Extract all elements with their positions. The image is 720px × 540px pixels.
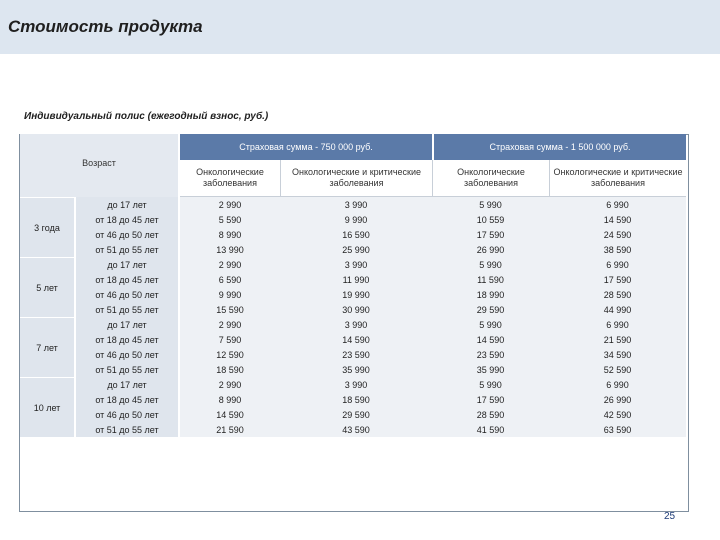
price-cell-onco-750k: 13 990 xyxy=(180,242,280,257)
age-range: от 46 до 50 лет xyxy=(76,407,180,422)
price-cell-onco-750k: 8 990 xyxy=(180,392,280,407)
price-cell-onco-750k: 14 590 xyxy=(180,407,280,422)
price-cell-onco-critical-750k: 14 590 xyxy=(280,332,432,347)
price-cell-onco-1500k: 17 590 xyxy=(432,392,549,407)
sum-header-750k: Страховая сумма - 750 000 руб. xyxy=(180,134,432,160)
age-range: от 51 до 55 лет xyxy=(76,422,180,437)
price-cell-onco-750k: 18 590 xyxy=(180,362,280,377)
price-cell-onco-critical-1500k: 6 990 xyxy=(549,317,686,332)
price-cell-onco-critical-1500k: 6 990 xyxy=(549,377,686,392)
price-cell-onco-1500k: 29 590 xyxy=(432,302,549,317)
table-row xyxy=(20,287,686,302)
price-cell-onco-1500k: 5 990 xyxy=(432,377,549,392)
age-range: от 51 до 55 лет xyxy=(76,242,180,257)
price-cell-onco-critical-750k: 30 990 xyxy=(280,302,432,317)
age-range: от 18 до 45 лет xyxy=(76,332,180,347)
sum-header-1500k: Страховая сумма - 1 500 000 руб. xyxy=(432,134,686,160)
price-cell-onco-critical-750k: 29 590 xyxy=(280,407,432,422)
age-range: от 46 до 50 лет xyxy=(76,347,180,362)
subheader-onco-1500k: Онкологические заболевания xyxy=(432,160,549,197)
subheader-onco-critical-750k: Онкологические и критические заболевания xyxy=(280,160,432,197)
price-cell-onco-critical-750k: 43 590 xyxy=(280,422,432,437)
price-cell-onco-1500k: 35 990 xyxy=(432,362,549,377)
price-cell-onco-1500k: 26 990 xyxy=(432,242,549,257)
price-cell-onco-1500k: 5 990 xyxy=(432,197,549,212)
price-cell-onco-critical-1500k: 6 990 xyxy=(549,257,686,272)
price-cell-onco-critical-750k: 9 990 xyxy=(280,212,432,227)
age-range: от 46 до 50 лет xyxy=(76,287,180,302)
age-range: до 17 лет xyxy=(76,377,180,392)
price-cell-onco-critical-1500k: 28 590 xyxy=(549,287,686,302)
price-cell-onco-750k: 6 590 xyxy=(180,272,280,287)
price-cell-onco-critical-750k: 3 990 xyxy=(280,377,432,392)
price-cell-onco-1500k: 10 559 xyxy=(432,212,549,227)
price-cell-onco-750k: 15 590 xyxy=(180,302,280,317)
price-cell-onco-1500k: 41 590 xyxy=(432,422,549,437)
age-range: до 17 лет xyxy=(76,197,180,212)
table-row xyxy=(20,317,686,332)
page-number: 25 xyxy=(664,511,676,522)
table-row xyxy=(20,347,686,362)
price-cell-onco-750k: 7 590 xyxy=(180,332,280,347)
price-cell-onco-750k: 8 990 xyxy=(180,227,280,242)
price-cell-onco-critical-1500k: 42 590 xyxy=(549,407,686,422)
price-cell-onco-750k: 5 590 xyxy=(180,212,280,227)
price-cell-onco-750k: 2 990 xyxy=(180,257,280,272)
header-row-sums xyxy=(20,134,686,160)
age-range: от 18 до 45 лет xyxy=(76,272,180,287)
table-row xyxy=(20,302,686,317)
price-cell-onco-750k: 2 990 xyxy=(180,197,280,212)
term-label: 5 лет xyxy=(20,257,76,317)
price-cell-onco-critical-1500k: 52 590 xyxy=(549,362,686,377)
price-cell-onco-750k: 2 990 xyxy=(180,377,280,392)
price-cell-onco-critical-1500k: 6 990 xyxy=(549,197,686,212)
price-cell-onco-1500k: 11 590 xyxy=(432,272,549,287)
table-row xyxy=(20,407,686,422)
price-cell-onco-1500k: 28 590 xyxy=(432,407,549,422)
age-range: до 17 лет xyxy=(76,257,180,272)
table-row xyxy=(20,422,686,437)
table-row xyxy=(20,272,686,287)
price-cell-onco-1500k: 14 590 xyxy=(432,332,549,347)
age-range: от 51 до 55 лет xyxy=(76,362,180,377)
age-range: от 18 до 45 лет xyxy=(76,212,180,227)
price-cell-onco-1500k: 17 590 xyxy=(432,227,549,242)
age-header: Возраст xyxy=(20,134,180,197)
table-row xyxy=(20,212,686,227)
table-subtitle: Индивидуальный полис (ежегодный взнос, руб.) xyxy=(24,111,269,122)
price-cell-onco-1500k: 5 990 xyxy=(432,257,549,272)
term-label: 10 лет xyxy=(20,377,76,437)
price-cell-onco-critical-750k: 3 990 xyxy=(280,257,432,272)
price-cell-onco-critical-750k: 11 990 xyxy=(280,272,432,287)
table-row xyxy=(20,392,686,407)
age-range: от 46 до 50 лет xyxy=(76,227,180,242)
term-label: 7 лет xyxy=(20,317,76,377)
price-cell-onco-critical-750k: 3 990 xyxy=(280,317,432,332)
price-cell-onco-750k: 12 590 xyxy=(180,347,280,362)
table-row xyxy=(20,257,686,272)
price-cell-onco-critical-1500k: 17 590 xyxy=(549,272,686,287)
table-row xyxy=(20,377,686,392)
price-cell-onco-critical-1500k: 24 590 xyxy=(549,227,686,242)
age-range: до 17 лет xyxy=(76,317,180,332)
price-cell-onco-750k: 21 590 xyxy=(180,422,280,437)
age-range: от 51 до 55 лет xyxy=(76,302,180,317)
price-cell-onco-1500k: 23 590 xyxy=(432,347,549,362)
price-cell-onco-critical-1500k: 14 590 xyxy=(549,212,686,227)
price-cell-onco-1500k: 5 990 xyxy=(432,317,549,332)
age-range: от 18 до 45 лет xyxy=(76,392,180,407)
price-cell-onco-critical-750k: 18 590 xyxy=(280,392,432,407)
price-cell-onco-critical-1500k: 44 990 xyxy=(549,302,686,317)
table-row xyxy=(20,242,686,257)
price-cell-onco-1500k: 18 990 xyxy=(432,287,549,302)
table-row xyxy=(20,227,686,242)
price-cell-onco-critical-750k: 3 990 xyxy=(280,197,432,212)
term-label: 3 года xyxy=(20,197,76,257)
page-title: Стоимость продукта xyxy=(8,17,203,36)
price-table xyxy=(20,134,686,437)
table-row xyxy=(20,332,686,347)
price-cell-onco-critical-750k: 19 990 xyxy=(280,287,432,302)
table-row xyxy=(20,197,686,212)
price-cell-onco-critical-750k: 25 990 xyxy=(280,242,432,257)
price-cell-onco-750k: 2 990 xyxy=(180,317,280,332)
price-cell-onco-critical-1500k: 63 590 xyxy=(549,422,686,437)
price-cell-onco-critical-1500k: 21 590 xyxy=(549,332,686,347)
price-cell-onco-critical-750k: 23 590 xyxy=(280,347,432,362)
price-cell-onco-critical-750k: 35 990 xyxy=(280,362,432,377)
table-row xyxy=(20,362,686,377)
subheader-onco-750k: Онкологические заболевания xyxy=(180,160,280,197)
price-cell-onco-critical-1500k: 26 990 xyxy=(549,392,686,407)
subheader-onco-critical-1500k: Онкологические и критические заболевания xyxy=(549,160,686,197)
price-cell-onco-critical-1500k: 38 590 xyxy=(549,242,686,257)
price-cell-onco-critical-1500k: 34 590 xyxy=(549,347,686,362)
price-cell-onco-750k: 9 990 xyxy=(180,287,280,302)
price-cell-onco-critical-750k: 16 590 xyxy=(280,227,432,242)
